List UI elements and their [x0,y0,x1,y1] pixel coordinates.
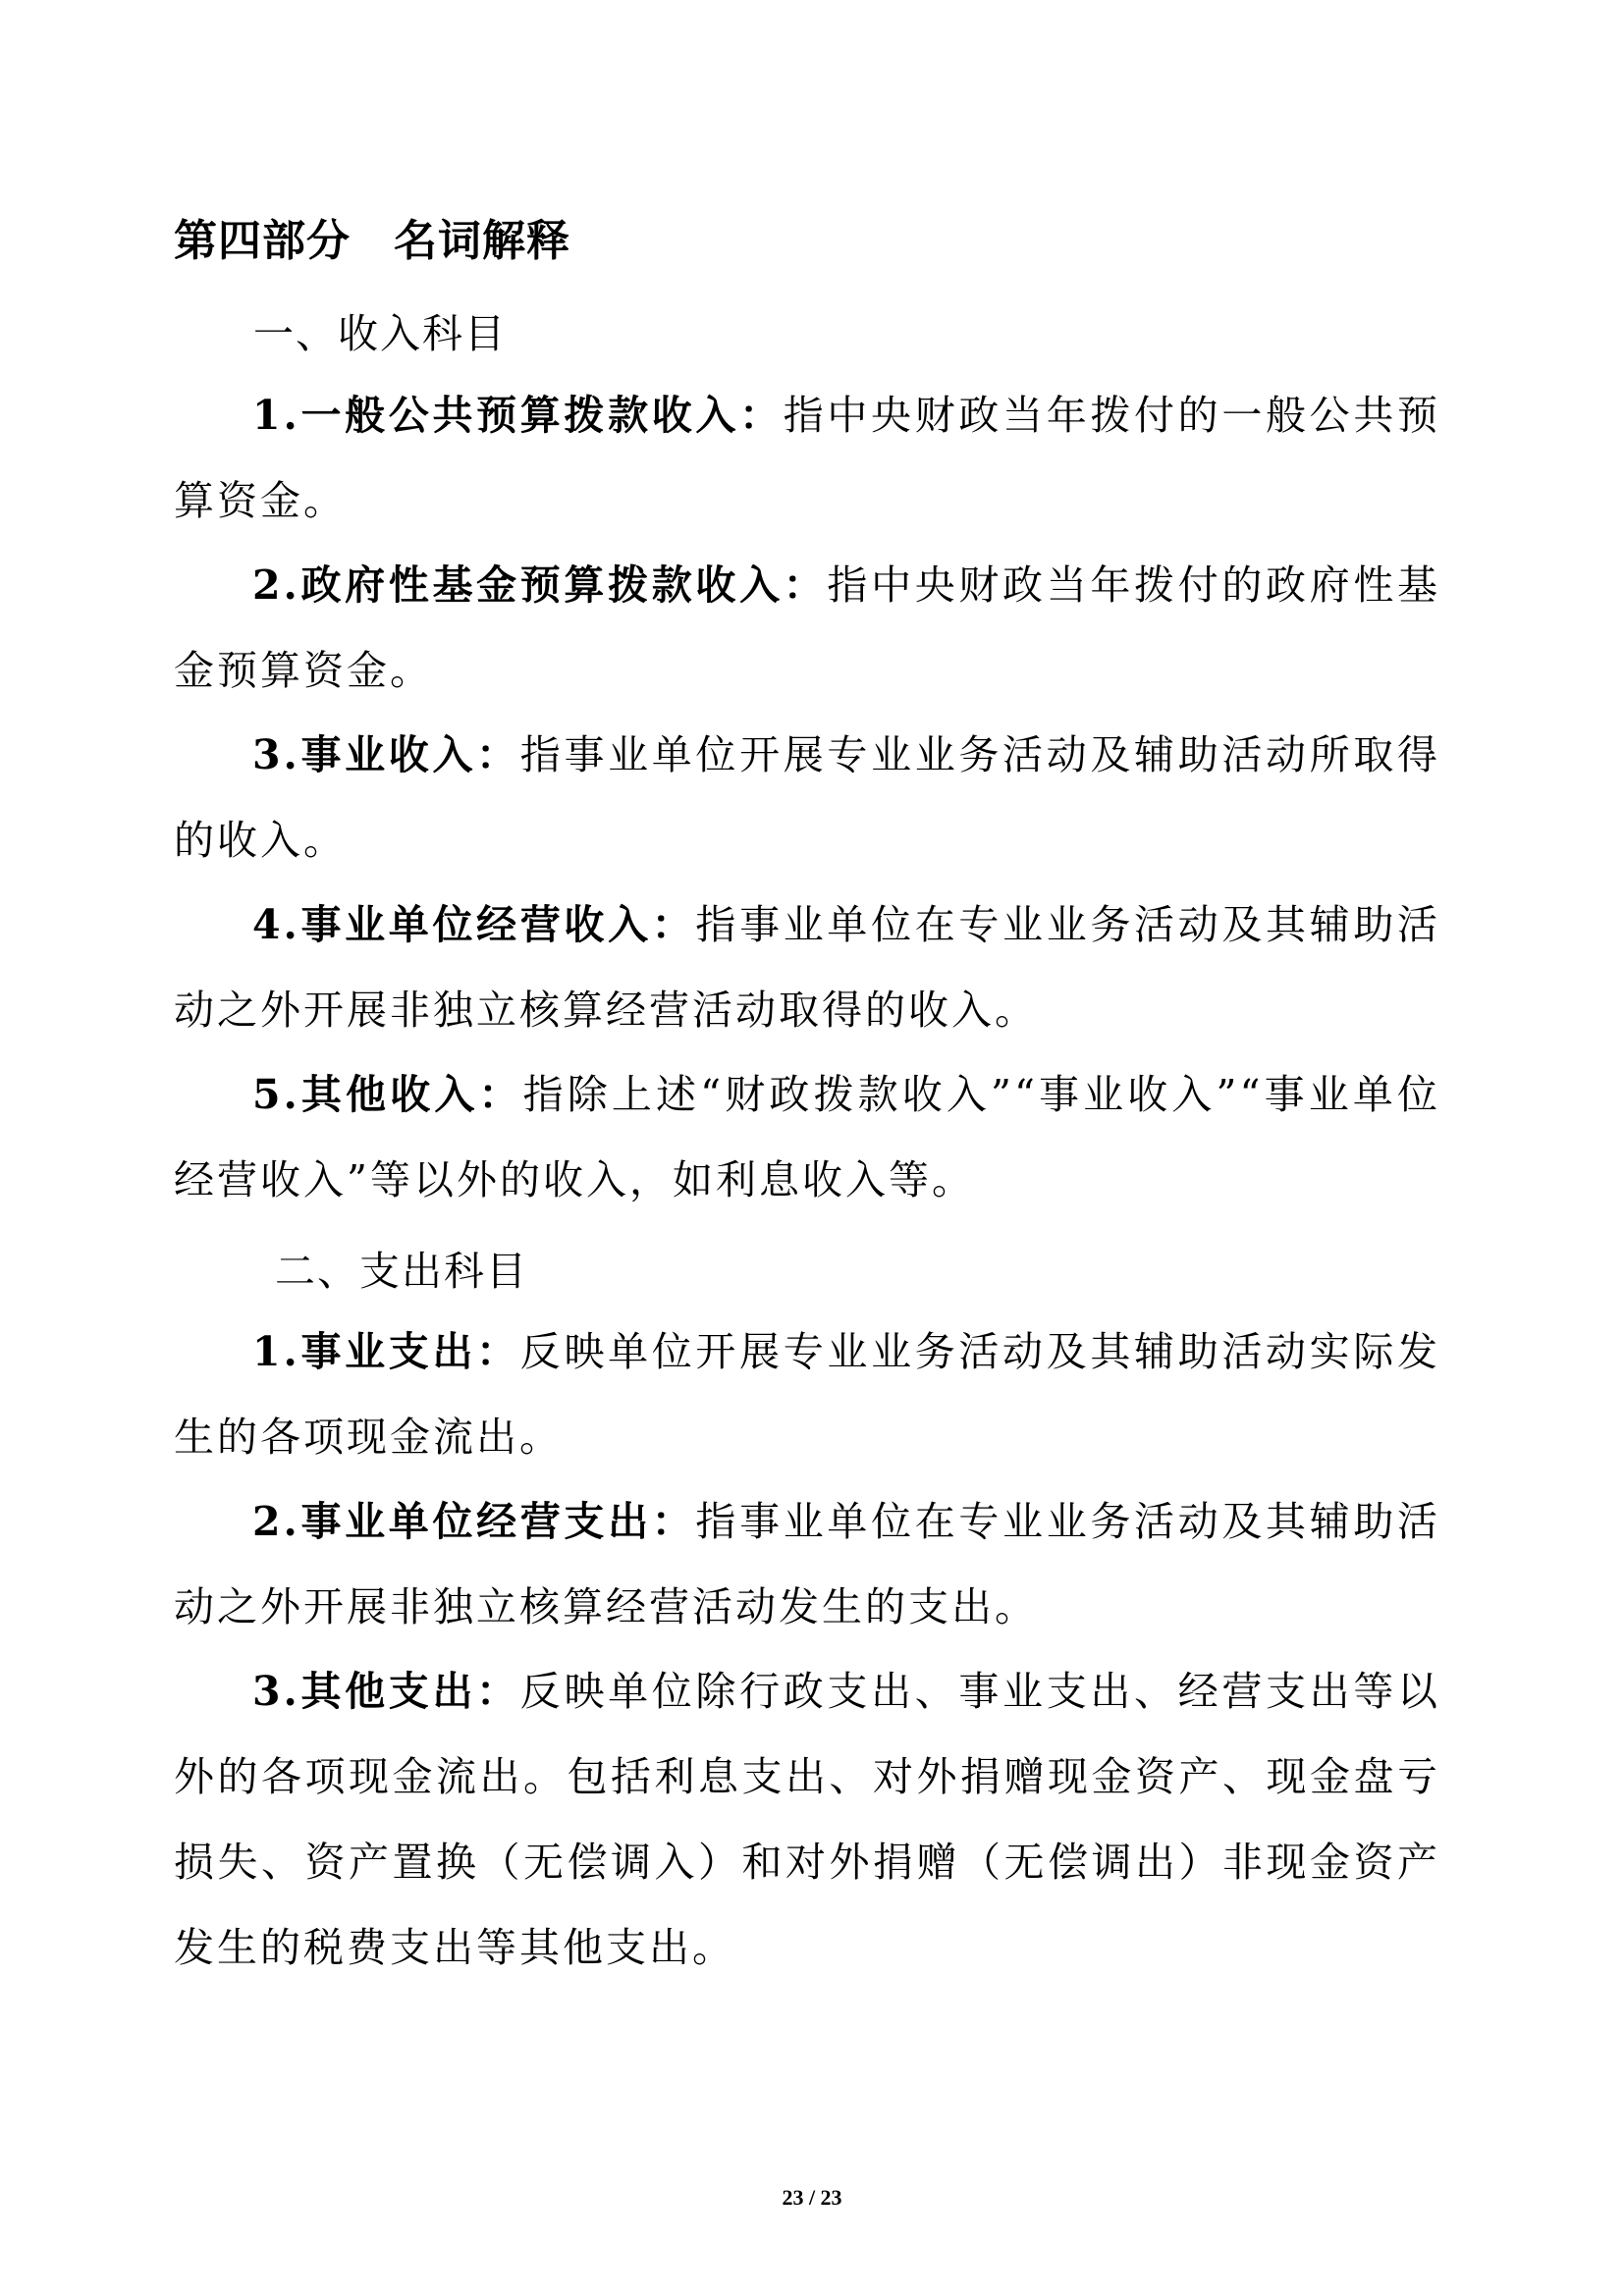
definition-term: 1.一般公共预算拨款收入： [252,392,784,439]
definition-term: 5.其他收入： [252,1071,523,1118]
page-heading [174,208,570,275]
definition-text: 指事业单位在专业业务活动及其辅助活动之外开展非独立核算经营活动取得的收入。 [174,901,1440,1034]
definition-item [174,373,1440,544]
definition-text: 反映单位开展专业业务活动及其辅助活动实际发生的各项现金流出。 [174,1328,1441,1461]
definition-text: 指事业单位在专业业务活动及其辅助活动之外开展非独立核算经营活动发生的支出。 [174,1498,1440,1630]
definition-text: 反映单位除行政支出、事业支出、经营支出等以外的各项现金流出。包括利息支出、对外捐赠现金资产、现金盘亏损失、资产置换（无偿调入）和对外捐赠（无偿调出）非现金资产发生的税费支出等其他支出。 [174,1668,1441,1971]
definition-item [174,1052,1440,1223]
definition-text: 指中央财政当年拨付的政府性基金预算资金。 [174,561,1440,694]
definition-item [174,1309,1440,1480]
definition-term: 4.事业单位经营收入： [252,901,696,948]
section-title-expenditure: 二、支出科目 [275,1248,528,1295]
definition-text: 指除上述“财政拨款收入”“事业收入”“事业单位经营收入”等以外的收入，如利息收入等。 [174,1071,1440,1203]
definition-item [174,1649,1440,1991]
section-title-income: 一、收入科目 [253,310,507,357]
definition-text: 指中央财政当年拨付的一般公共预算资金。 [174,392,1440,524]
definition-item [174,1479,1440,1650]
definition-item [174,713,1440,883]
definition-term: 2.事业单位经营支出： [252,1498,696,1545]
heading-title: 名词解释 [394,216,570,266]
page-number: 23 / 23 [782,2185,842,2210]
definition-item [174,882,1440,1053]
definition-term: 2.政府性基金预算拨款收入： [252,561,828,609]
definition-term: 3.事业收入： [252,731,520,778]
definition-term: 3.其他支出： [252,1668,520,1715]
definition-item [174,543,1440,714]
definition-term: 1.事业支出： [252,1328,520,1375]
definition-text: 指事业单位开展专业业务活动及辅助活动所取得的收入。 [174,731,1441,864]
heading-part: 第四部分 [174,216,351,266]
